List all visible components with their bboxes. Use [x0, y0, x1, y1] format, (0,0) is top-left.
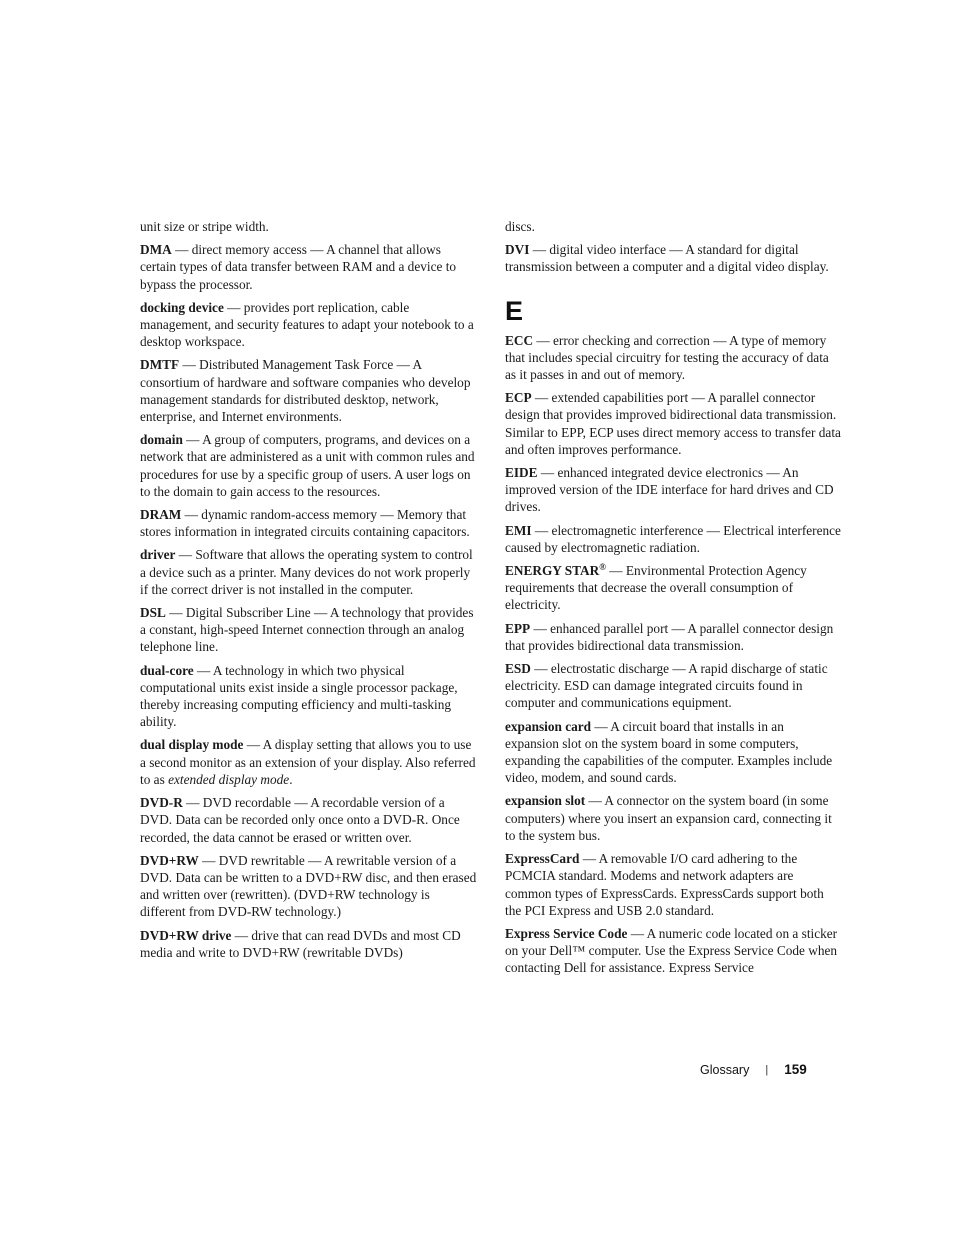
glossary-definition: — enhanced integrated device electronics — An improved version of the IDE interface for hard drives and CD drives. [505, 465, 834, 515]
glossary-italic-term: extended display mode [168, 771, 290, 787]
glossary-term: driver [140, 547, 176, 563]
glossary-definition: — DVD recordable — A recordable version of a DVD. Data can be recorded only once onto a DVD-R. Once recorded, the data cannot be erased or written over. [140, 795, 460, 845]
page-number: 159 [784, 1062, 807, 1077]
glossary-definition: — Distributed Management Task Force — A consortium of hardware and software companies who develop management standards for distributed desktop, network, enterprise, and Internet environments. [140, 357, 471, 425]
glossary-entry [505, 850, 841, 919]
glossary-entry [505, 925, 841, 977]
glossary-entry [140, 431, 477, 500]
glossary-entry [140, 662, 477, 731]
glossary-entry [505, 464, 841, 516]
glossary-term: DVD+RW drive [140, 927, 232, 943]
glossary-definition: — A connector on the system board (in some computers) where you insert an expansion card, connecting it to the system bus. [505, 793, 832, 843]
glossary-term: EIDE [505, 465, 538, 481]
glossary-term: docking device [140, 299, 224, 315]
glossary-term: EMI [505, 522, 532, 538]
glossary-term: ExpressCard [505, 851, 580, 867]
right-column [505, 218, 841, 983]
glossary-entry [140, 852, 477, 921]
glossary-definition: — A circuit board that installs in an expansion slot on the system board in some computers, expanding the capabilities of the computer. Examples include video, modem, and sound cards. [505, 718, 833, 786]
glossary-entry [505, 660, 841, 712]
glossary-term: DSL [140, 605, 166, 621]
glossary-term: ENERGY STAR [505, 563, 600, 579]
glossary-term: domain [140, 432, 183, 448]
glossary-entry [505, 620, 841, 654]
glossary-definition: — Software that allows the operating system to control a device such as a printer. Many devices do not work properly if the correct driver is not installed in the computer. [140, 547, 473, 597]
glossary-entry [140, 736, 477, 788]
glossary-term: dual-core [140, 662, 194, 678]
glossary-entry [505, 241, 841, 275]
glossary-term: expansion slot [505, 793, 586, 809]
glossary-definition: — Environmental Protection Agency requirements that decrease the overall consumption of electricity. [505, 563, 807, 613]
glossary-entry [140, 241, 477, 293]
glossary-term: ECC [505, 332, 534, 348]
footer-section-title: Glossary [700, 1062, 750, 1077]
glossary-entry [140, 299, 477, 351]
glossary-entry [140, 604, 477, 656]
glossary-entry [505, 792, 841, 844]
left-column [140, 218, 477, 967]
glossary-term: DRAM [140, 507, 182, 523]
glossary-definition: — A numeric code located on a sticker on your Dell™ computer. Use the Express Service Code when contacting Dell for assistance. Express Service [505, 925, 838, 976]
glossary-term: DVD+RW [140, 852, 199, 868]
glossary-definition: — direct memory access — A channel that allows certain types of data transfer between RAM and a device to bypass the processor. [140, 242, 457, 292]
glossary-term: EPP [505, 620, 531, 636]
glossary-definition: — A display setting that allows you to use a second monitor as an extension of your display. Also referred to as [140, 737, 476, 787]
glossary-entry [140, 927, 477, 961]
glossary-entry [140, 794, 477, 846]
registered-mark: ® [599, 562, 606, 573]
glossary-definition: — A technology in which two physical computational units exist inside a single processor package, thereby increasing computing efficiency and multi-tasking ability. [140, 662, 458, 730]
glossary-definition: — DVD rewritable — A rewritable version of a DVD. Data can be written to a DVD+RW disc, and then erased and written over (rewritten). (DVD+RW technology is different from DVD-RW technology.) [140, 852, 477, 920]
glossary-term: DVD-R [140, 795, 183, 811]
glossary-entry [140, 546, 477, 598]
glossary-definition: — electromagnetic interference — Electrical interference caused by electromagnetic radiation. [505, 522, 841, 555]
glossary-term: ECP [505, 390, 532, 406]
glossary-definition: — extended capabilities port — A parallel connector design that provides improved bidirectional data transmission. Similar to EPP, ECP uses direct memory access to transfer data and often improves performance. [505, 390, 841, 457]
glossary-term: ESD [505, 661, 531, 677]
glossary-entry [505, 522, 841, 556]
glossary-term: expansion card [505, 718, 592, 734]
continued-text: discs. [505, 219, 535, 234]
glossary-entry [505, 718, 841, 787]
glossary-entry [505, 332, 841, 384]
glossary-term: DVI [505, 242, 530, 258]
glossary-term: Express Service Code [505, 925, 628, 941]
glossary-entry [140, 356, 477, 425]
footer-separator: | [765, 1063, 769, 1076]
glossary-term: DMA [140, 242, 172, 258]
glossary-term: dual display mode [140, 737, 244, 753]
glossary-definition: — dynamic random-access memory — Memory that stores information in integrated circuits containing capacitors. [140, 507, 470, 540]
glossary-definition: — enhanced parallel port — A parallel connector design that provides bidirectional data transmission. [505, 620, 834, 653]
continued-text: unit size or stripe width. [140, 219, 269, 234]
glossary-definition: — Digital Subscriber Line — A technology that provides a constant, high-speed Internet connection through an analog telephone line. [140, 605, 474, 655]
glossary-definition: — error checking and correction — A type of memory that includes special circuitry for testing the accuracy of data as it passes in and out of memory. [505, 332, 829, 383]
glossary-entry [505, 562, 841, 614]
glossary-definition: — digital video interface — A standard for digital transmission between a computer and a digital video display. [505, 242, 829, 275]
glossary-definition-end: . [289, 771, 293, 787]
section-heading-letter: E [505, 295, 524, 326]
glossary-definition: — A group of computers, programs, and devices on a network that are administered as a unit with common rules and procedures for use by a specific group of users. A user logs on to the domain to gain access to the resources. [140, 432, 475, 499]
glossary-definition: — provides port replication, cable management, and security features to adapt your notebook to a desktop workspace. [140, 299, 474, 350]
page-footer [700, 1062, 840, 1077]
glossary-entry [505, 389, 841, 458]
glossary-entry [140, 506, 477, 540]
glossary-definition: — electrostatic discharge — A rapid discharge of static electricity. ESD can damage integrated circuits found in computer and communications equipment. [505, 661, 828, 711]
glossary-term: DMTF [140, 357, 180, 373]
glossary-definition: — drive that can read DVDs and most CD media and write to DVD+RW (rewritable DVDs) [140, 927, 461, 960]
glossary-definition: — A removable I/O card adhering to the PCMCIA standard. Modems and network adapters are common types of ExpressCards. ExpressCards support both the PCI Express and USB 2.0 standard. [505, 851, 824, 918]
